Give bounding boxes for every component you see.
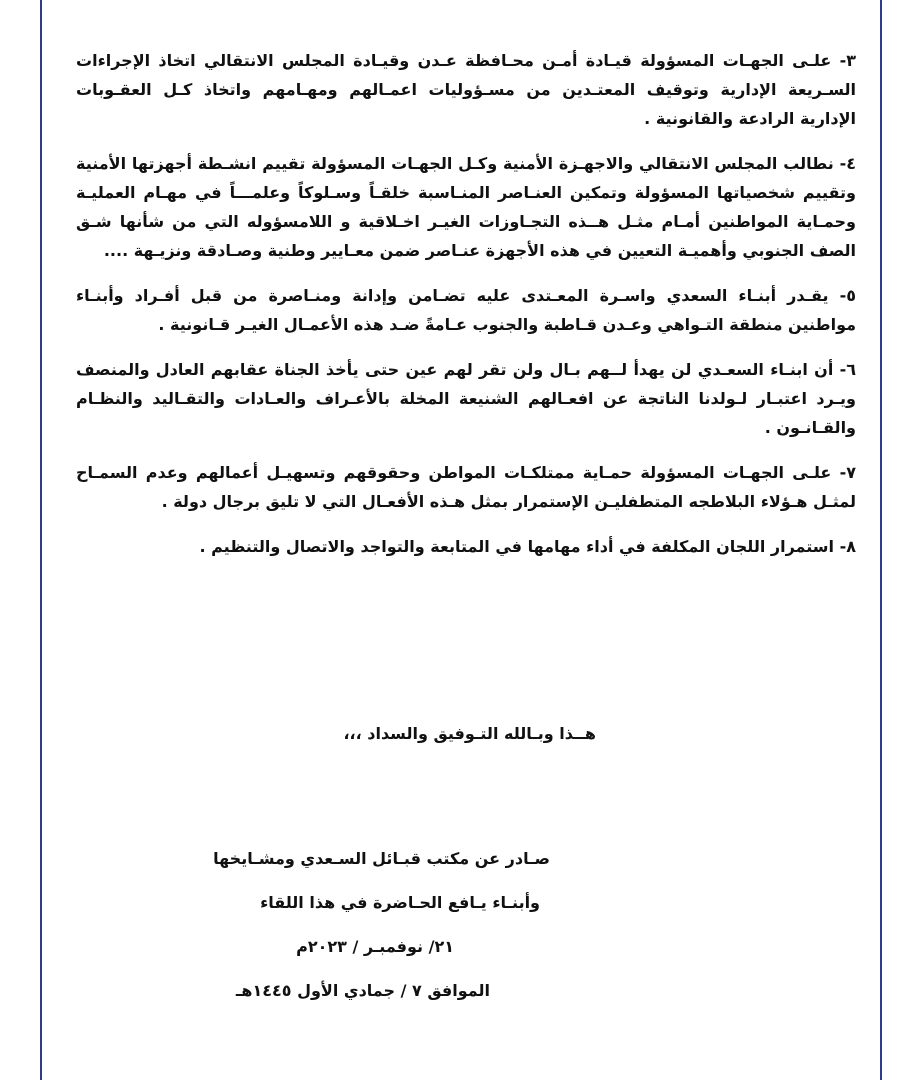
closing-line: هــذا وبـالله التـوفيق والسداد ،،،: [343, 724, 596, 743]
hijri-date: الموافق ٧ / جمادي الأول ١٤٤٥هـ: [235, 981, 490, 1000]
page-border-right: [880, 0, 882, 1080]
attendees-line: وأبنـاء يـافع الحـاضرة في هذا اللقاء: [260, 893, 540, 912]
page-border-left: [40, 0, 42, 1080]
paragraph-item-5: ٥- يقـدر أبنـاء السعدي واسـرة المعـتدى عليه تضـامن وإدانة ومنـاصرة من قبل أفـراد وأبنـاء مواطنين منطقة التـواهي وعـدن قـاطبة والجنوب عـامةً ضـد هذه الأعمـال الغيـر قـانونية .: [76, 286, 856, 334]
paragraph-item-8: ٨- استمرار اللجان المكلفة في أداء مهامها في المتابعة والتواجد والاتصال والتنظيم .: [199, 537, 856, 556]
paragraph-item-4: ٤- نطالب المجلس الانتقالي والاجهـزة الأمنية وكـل الجهـات المسؤولة تقييم انشـطة أجهزتها الأمنية وتقييم شخصياتها المسؤولة وتمكين العنـاصر المنـاسبة خلقـاً وسـلوكاً وعلمـــاً في مهـام العمليـة وحمـاية المواطنين أمـام مثـل هــذه التجـاوزات الغيـر اخـلاقية و اللامسؤوله التي من شأنها شـق الصف الجنوبي وأهميـة التعيين في هذه الأجهزة عنـاصر ضمن معـايير وطنية وصـادقة ونزيـهة ....: [76, 154, 856, 260]
statement-body: [76, 46, 856, 577]
issuer-line: صـادر عن مكتب قبـائل السـعدي ومشـايخها: [213, 849, 550, 868]
paragraph-item-3: ٣- علـى الجهـات المسؤولة قيـادة أمـن محـافظة عـدن وقيـادة المجلس الانتقالي اتخاذ الإجراءات السـريعة الإدارية وتوقيف المعتـدين من مسـؤوليات اعمـالهم ومهـامهم واتخاذ كـل العقـوبات الإدارية الرادعة والقانونية .: [76, 51, 856, 128]
paragraph-item-7: ٧- علـى الجهـات المسؤولة حمـاية ممتلكـات المواطن وحقوقهم وتسهيـل أعمالهم وعدم السمـاح لمثـل هـؤلاء البلاطجه المتطفليـن الإستمرار بمثل هـذه الأفعـال التي لا تليق برجال دولة .: [76, 463, 856, 511]
paragraph-item-6: ٦- أن ابنـاء السعـدي لن يهدأ لــهم بـال ولن تقر لهم عين حتى يأخذ الجناة عقابهم العادل والمنصف ويـرد اعتبـار لـولدنا الناتجة عن افعـالهم الشنيعة المخلة بالأعـراف والعـادات والتقـاليد والنظـام والقـانـون .: [76, 360, 856, 437]
signature-block: [150, 848, 550, 1024]
gregorian-date: ٢١/ نوفمبـر / ٢٠٢٣م: [296, 937, 454, 956]
